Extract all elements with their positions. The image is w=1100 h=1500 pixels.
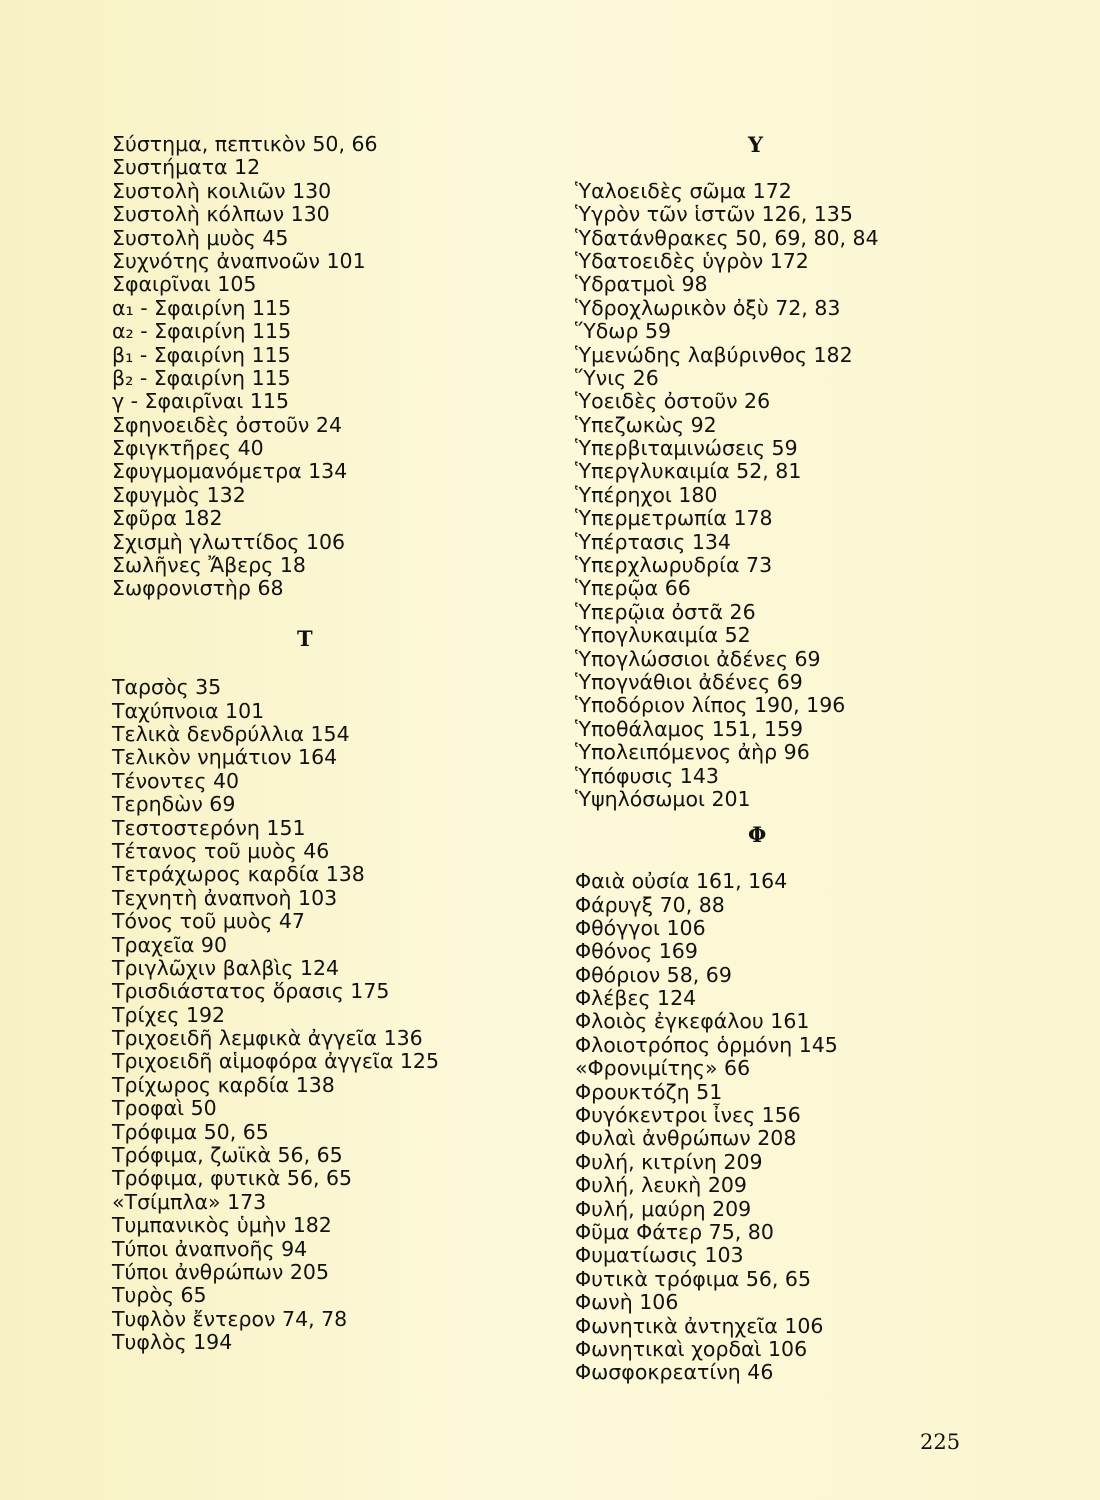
index-entry: Τρόφιμα, φυτικὰ 56, 65	[112, 1166, 353, 1191]
index-entry: Τερηδὼν 69	[112, 792, 236, 817]
index-entry: Ταχύπνοια 101	[112, 698, 265, 723]
index-entry: γ - Σφαιρῖναι 115	[112, 389, 289, 414]
index-entry: Σφῦρα 182	[112, 506, 223, 531]
index-entry: Φρουκτόζη 51	[575, 1079, 723, 1104]
index-entry: Ὑψηλόσωμοι 201	[575, 786, 751, 811]
index-entry: Φλοιοτρόπος ὁρμόνη 145	[575, 1032, 838, 1057]
index-entry: Ὑπεζωκὼς 92	[575, 412, 717, 437]
page-number: 225	[920, 1430, 961, 1454]
index-column-left	[112, 133, 532, 1355]
section-letter-f: Φ	[748, 822, 767, 848]
index-entry: «Φρονιμίτης» 66	[575, 1056, 751, 1081]
index-entry: Ὕδωρ 59	[575, 319, 672, 344]
index-entry: Φθόγγοι 106	[575, 915, 706, 940]
index-entry: Τρόφιμα, ζωϊκὰ 56, 65	[112, 1143, 343, 1168]
index-entry: Ὑοειδὲς ὀστοῦν 26	[575, 389, 771, 414]
index-entry: Ὑπογνάθιοι ἀδένες 69	[575, 669, 803, 694]
index-entry: Συστολὴ μυὸς 45	[112, 225, 289, 250]
index-entry: Τεστοστερόνη 151	[112, 815, 306, 840]
index-entry: Συχνότης ἀναπνοῶν 101	[112, 248, 366, 273]
index-entry: α₁ - Σφαιρίνη 115	[112, 295, 292, 320]
index-entry: Ὑπολειπόμενος ἀὴρ 96	[575, 740, 810, 765]
index-entry: Φθόνος 169	[575, 939, 698, 964]
index-entry: Φαιὰ οὐσία 161, 164	[575, 869, 788, 894]
index-entry: Τριγλῶχιν βαλβὶς 124	[112, 955, 340, 980]
index-entry: Ὑπερχλωρυδρία 73	[575, 553, 773, 578]
index-entry: Τρόφιμα 50, 65	[112, 1119, 269, 1144]
index-entry: Ὑγρὸν τῶν ἱστῶν 126, 135	[575, 202, 853, 227]
index-entry: Τραχεῖα 90	[112, 932, 228, 957]
index-entry: Σφηνοειδὲς ὀστοῦν 24	[112, 412, 342, 437]
index-entry: Ὑδρατμοὶ 98	[575, 272, 708, 297]
index-entry: Φλέβες 124	[575, 986, 697, 1011]
index-entry: Φυλή, μαύρη 209	[575, 1196, 752, 1221]
index-group-s	[112, 133, 532, 601]
index-entry: Τέτανος τοῦ μυὸς 46	[112, 838, 330, 863]
index-entry: Ὑποδόριον λίπος 190, 196	[575, 693, 846, 718]
index-entry: Τυμπανικὸς ὑμὴν 182	[112, 1213, 332, 1238]
index-entry: Τόνος τοῦ μυὸς 47	[112, 909, 305, 934]
index-entry: α₂ - Σφαιρίνη 115	[112, 319, 292, 344]
index-entry: Σχισμὴ γλωττίδος 106	[112, 529, 346, 554]
index-column-right	[575, 133, 995, 1385]
index-entry: Τελικὰ δενδρύλλια 154	[112, 721, 350, 746]
section-letter-y: Υ	[748, 132, 763, 157]
index-entry: Ταρσὸς 35	[112, 675, 222, 700]
index-entry: Ὑαλοειδὲς σῶμα 172	[575, 178, 792, 203]
index-entry: Φάρυγξ 70, 88	[575, 892, 725, 917]
index-group-t	[112, 676, 532, 1354]
index-entry: Ὑπέρτασις 134	[575, 529, 731, 554]
index-entry: Ὑδατοειδὲς ὑγρὸν 172	[575, 248, 809, 273]
index-entry: Φυματίωσις 103	[575, 1243, 744, 1268]
index-entry: Φωνὴ 106	[575, 1290, 679, 1315]
section-letter-t: Τ	[297, 625, 313, 651]
index-entry: Ὑπέρηχοι 180	[575, 482, 718, 507]
index-entry: Ὑπερμετρωπία 178	[575, 506, 773, 531]
index-entry: Τρισδιάστατος ὅρασις 175	[112, 979, 390, 1004]
index-entry: Σφιγκτῆρες 40	[112, 436, 264, 461]
index-entry: Ὑπογλυκαιμία 52	[575, 623, 751, 648]
index-entry: Τένοντες 40	[112, 768, 240, 793]
index-entry: β₁ - Σφαιρίνη 115	[112, 342, 291, 367]
index-entry: Φῦμα Φάτερ 75, 80	[575, 1219, 774, 1244]
index-entry: Τυφλὸν ἔντερον 74, 78	[112, 1306, 348, 1331]
index-entry: Ὑποθάλαμος 151, 159	[575, 716, 804, 741]
index-entry: Ὑπεργλυκαιμία 52, 81	[575, 459, 802, 484]
index-entry: Φωνητικὰ ἀντηχεῖα 106	[575, 1313, 824, 1338]
index-entry: Φυλή, κιτρίνη 209	[575, 1149, 763, 1174]
index-entry: Φωνητικαὶ χορδαὶ 106	[575, 1336, 808, 1361]
index-entry: Ὑπογλώσσιοι ἀδένες 69	[575, 646, 821, 671]
index-entry: Σφυγμομανόμετρα 134	[112, 459, 348, 484]
index-entry: Σωλῆνες Ἄβερς 18	[112, 553, 306, 578]
index-entry: Ὕνις 26	[575, 365, 659, 390]
index-group-y	[575, 180, 995, 812]
index-entry: Τρίχες 192	[112, 1002, 226, 1027]
index-entry: Τυφλὸς 194	[112, 1330, 233, 1355]
index-entry: Συστολὴ κοιλιῶν 130	[112, 178, 332, 203]
index-entry: Φυλαὶ ἀνθρώπων 208	[575, 1126, 797, 1151]
index-entry: β₂ - Σφαιρίνη 115	[112, 365, 291, 390]
index-group-f	[575, 870, 995, 1385]
index-entry: Σφυγμὸς 132	[112, 482, 246, 507]
index-entry: Ὑδατάνθρακες 50, 69, 80, 84	[575, 225, 879, 250]
index-entry: Ὑπερῷα 66	[575, 576, 691, 601]
index-entry: Τροφαὶ 50	[112, 1096, 217, 1121]
index-entry: Σωφρονιστὴρ 68	[112, 576, 284, 601]
index-entry: Τύποι ἀνθρώπων 205	[112, 1259, 330, 1284]
index-entry: Ὑπερβιταμινώσεις 59	[575, 436, 798, 461]
index-entry: Φωσφοκρεατίνη 46	[575, 1360, 774, 1385]
index-entry: Σφαιρῖναι 105	[112, 272, 257, 297]
index-entry: Τεχνητὴ ἀναπνοὴ 103	[112, 885, 338, 910]
index-entry: Τετράχωρος καρδία 138	[112, 862, 365, 887]
index-entry: Σύστημα, πεπτικὸν 50, 66	[112, 132, 378, 156]
index-entry: Φυγόκεντροι ἶνες 156	[575, 1103, 801, 1128]
index-entry: Τελικὸν νημάτιον 164	[112, 745, 338, 770]
index-entry: Τριχοειδῆ αἱμοφόρα ἀγγεῖα 125	[112, 1049, 440, 1074]
index-entry: Τύποι ἀναπνοῆς 94	[112, 1236, 308, 1261]
index-entry: Φυλή, λευκὴ 209	[575, 1173, 747, 1198]
index-entry: «Τσίμπλα» 173	[112, 1189, 267, 1214]
index-entry: Συστολὴ κόλπων 130	[112, 202, 330, 227]
index-entry: Ὑπόφυσις 143	[575, 763, 719, 788]
index-entry: Φλοιὸς ἐγκεφάλου 161	[575, 1009, 810, 1034]
index-entry: Τυρὸς 65	[112, 1283, 207, 1308]
index-entry: Φθόριον 58, 69	[575, 962, 732, 987]
index-entry: Τρίχωρος καρδία 138	[112, 1072, 335, 1097]
index-entry: Φυτικὰ τρόφιμα 56, 65	[575, 1266, 812, 1291]
index-entry: Ὑμενώδης λαβύρινθος 182	[575, 342, 853, 367]
index-entry: Συστήματα 12	[112, 155, 261, 180]
index-entry: Ὑπερῷια ὀστᾶ 26	[575, 599, 756, 624]
index-entry: Τριχοειδῆ λεμφικὰ ἀγγεῖα 136	[112, 1026, 423, 1051]
index-entry: Ὑδροχλωρικὸν ὀξὺ 72, 83	[575, 295, 841, 320]
